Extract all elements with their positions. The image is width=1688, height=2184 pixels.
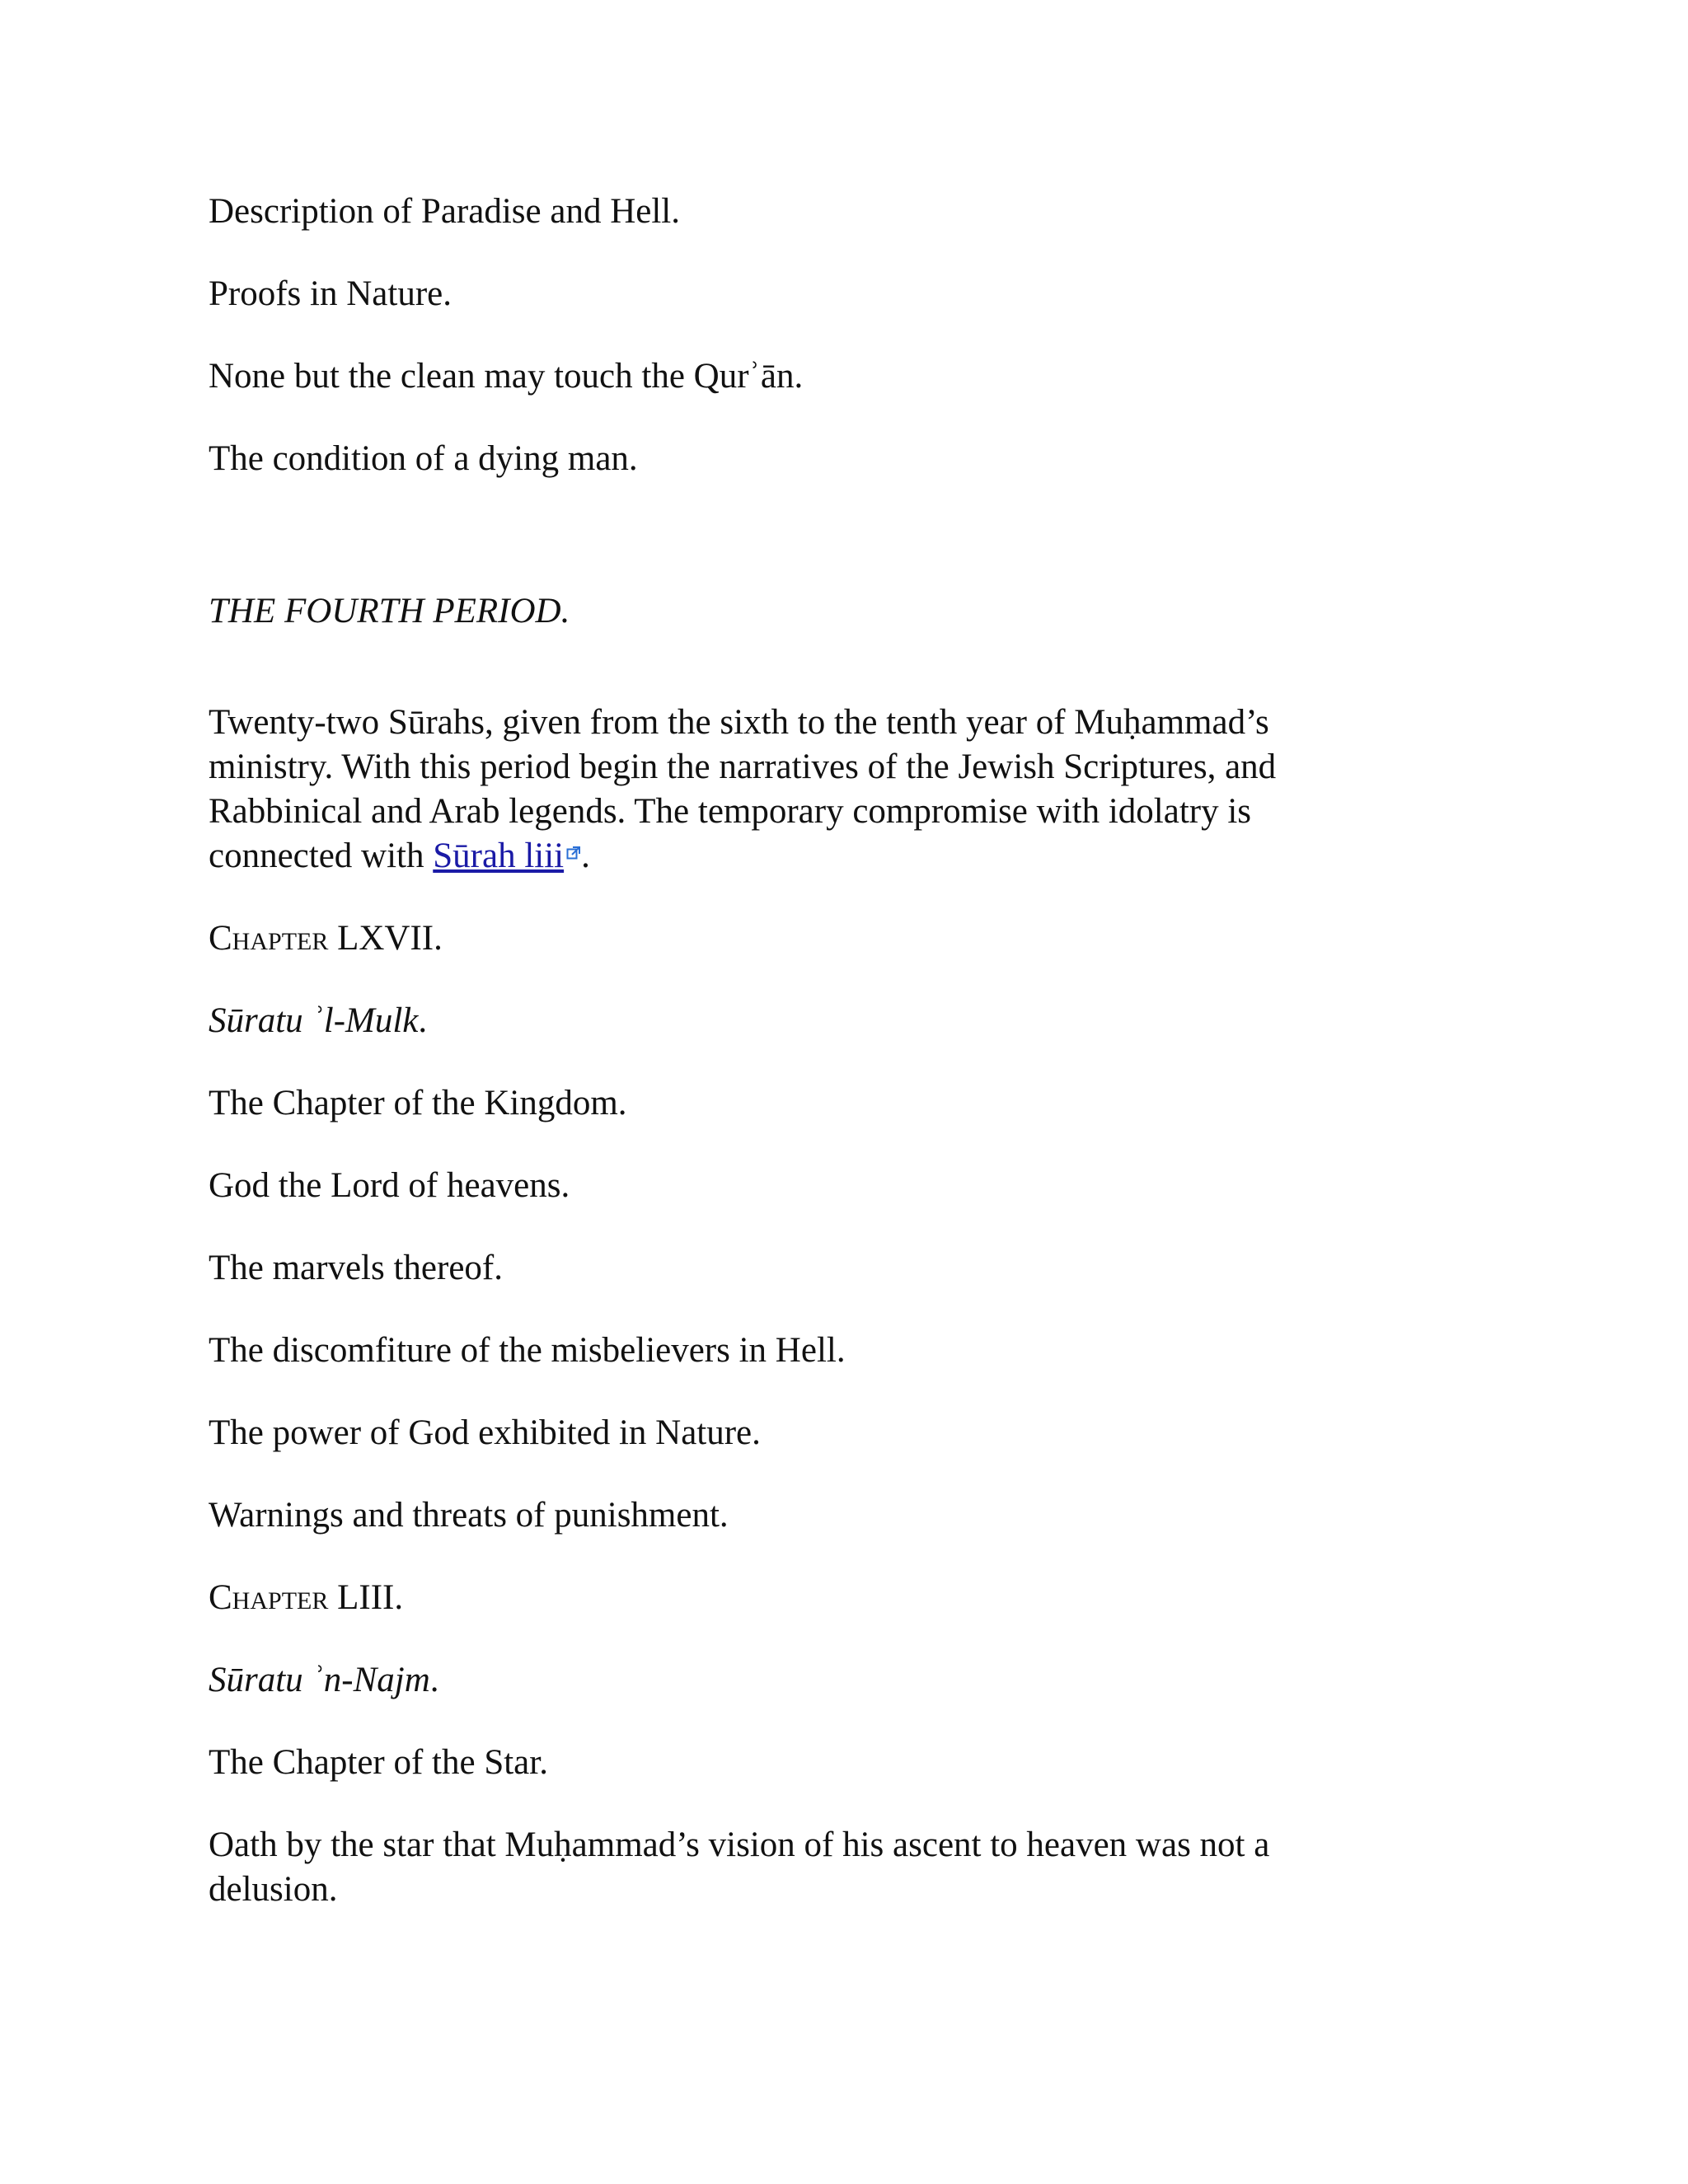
section-spacer xyxy=(209,481,1387,589)
title-period: . xyxy=(429,1661,439,1699)
summary-line: Description of Paradise and Hell. xyxy=(209,192,680,231)
chapter-label-number: LXVII. xyxy=(337,919,443,958)
chapter-english-title: The Chapter of the Kingdom. xyxy=(209,1084,627,1122)
chapter-english-title: The Chapter of the Star. xyxy=(209,1743,548,1782)
intro-end: . xyxy=(581,837,590,875)
intro-text: Twenty-two Sūrahs, given from the sixth to the tenth year of Muḥammad’s ministry. With this period begin the narratives of the Jewish Scriptures, and Rabbinical and Arab legends. The temporary compromise with idolatry is connected with xyxy=(209,703,1277,875)
chapter-label-number: LIII. xyxy=(337,1578,404,1617)
summary-line: Proofs in Nature. xyxy=(209,274,452,313)
chapter-item: The marvels thereof. xyxy=(209,1249,503,1287)
summary-line: The condition of a dying man. xyxy=(209,439,638,478)
arabic-title-text: Sūratu ʾn-Najm xyxy=(209,1661,430,1699)
chapter-label-word: Chapter xyxy=(209,1578,329,1617)
period-intro xyxy=(209,701,1387,879)
chapter-arabic-title xyxy=(209,999,1387,1043)
chapter-label xyxy=(209,916,1387,961)
title-period: . xyxy=(418,1001,428,1040)
chapter-item: God the Lord of heavens. xyxy=(209,1166,570,1205)
chapter-arabic-title xyxy=(209,1658,1387,1703)
chapter-item: The discomfiture of the misbelievers in Hell. xyxy=(209,1331,846,1370)
external-link-icon[interactable] xyxy=(566,846,581,860)
chapter-label xyxy=(209,1576,1387,1620)
chapter-item: The power of God exhibited in Nature. xyxy=(209,1413,761,1452)
chapter-item: Oath by the star that Muḥammad’s vision of his ascent to heaven was not a delusion. xyxy=(209,1825,1270,1909)
arabic-title-text: Sūratu ʾl-Mulk xyxy=(209,1001,419,1040)
summary-line: None but the clean may touch the Qurʾān. xyxy=(209,357,804,396)
chapter-item: Warnings and threats of punishment. xyxy=(209,1496,729,1535)
surah-link[interactable]: Sūrah liii xyxy=(433,837,565,875)
document-page xyxy=(209,190,1387,1950)
period-heading: THE FOURTH PERIOD. xyxy=(209,592,570,630)
chapter-label-word: Chapter xyxy=(209,919,329,958)
